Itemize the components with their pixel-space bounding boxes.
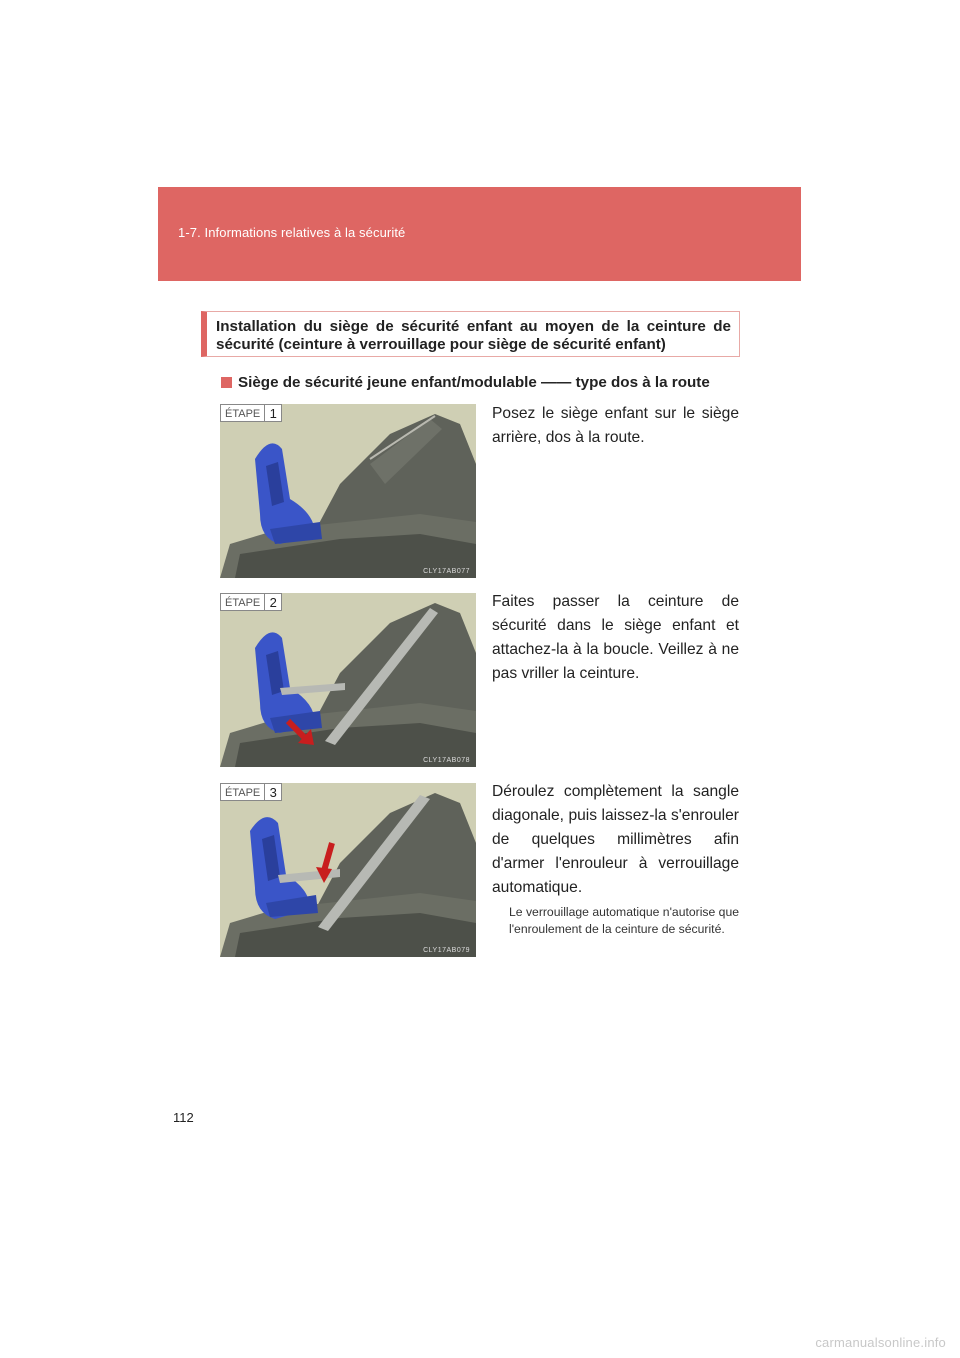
- square-bullet-icon: [221, 377, 232, 388]
- step-1-badge: ÉTAPE 1: [220, 404, 282, 422]
- step-2-illustration: [220, 593, 476, 767]
- step-1-text: Posez le siège enfant sur le siège arrière, dos à la route.: [492, 405, 739, 446]
- page-header: [158, 187, 801, 281]
- subheading: [221, 374, 710, 391]
- step-3-note: Le verrouillage automatique n'autorise que l'enroulement de la ceinture de sécurité.: [509, 905, 739, 936]
- car-seat-image: [220, 783, 476, 957]
- image-code: CLY17AB078: [423, 757, 470, 764]
- section-title: Installation du siège de sécurité enfant au moyen de la ceinture de sécurité (ceinture à verrouillage pour siège de sécurité enfant): [216, 318, 731, 353]
- page-number: 112: [173, 1110, 194, 1125]
- step-3-text: Déroulez complètement la sangle diagonale, puis laissez-la s'enrouler de quelques millimètres afin d'armer l'enrouleur à verrouillage automatique.: [492, 783, 739, 896]
- subheading-text: Siège de sécurité jeune enfant/modulable —— type dos à la route: [238, 374, 710, 391]
- step-1-illustration: [220, 404, 476, 578]
- image-code: CLY17AB079: [423, 947, 470, 954]
- image-code: CLY17AB077: [423, 568, 470, 575]
- step-2-text: Faites passer la ceinture de sécurité dans le siège enfant et attachez-la à la boucle. Veillez à ne pas vriller la ceinture.: [492, 593, 739, 682]
- section-title-box: [201, 311, 740, 357]
- step-3-badge: ÉTAPE 3: [220, 783, 282, 801]
- breadcrumb: 1-7. Informations relatives à la sécurité: [178, 225, 406, 240]
- watermark: carmanualsonline.info: [815, 1335, 946, 1350]
- car-seat-image: [220, 404, 476, 578]
- car-seat-image: [220, 593, 476, 767]
- step-3-illustration: [220, 783, 476, 957]
- step-2-badge: ÉTAPE 2: [220, 593, 282, 611]
